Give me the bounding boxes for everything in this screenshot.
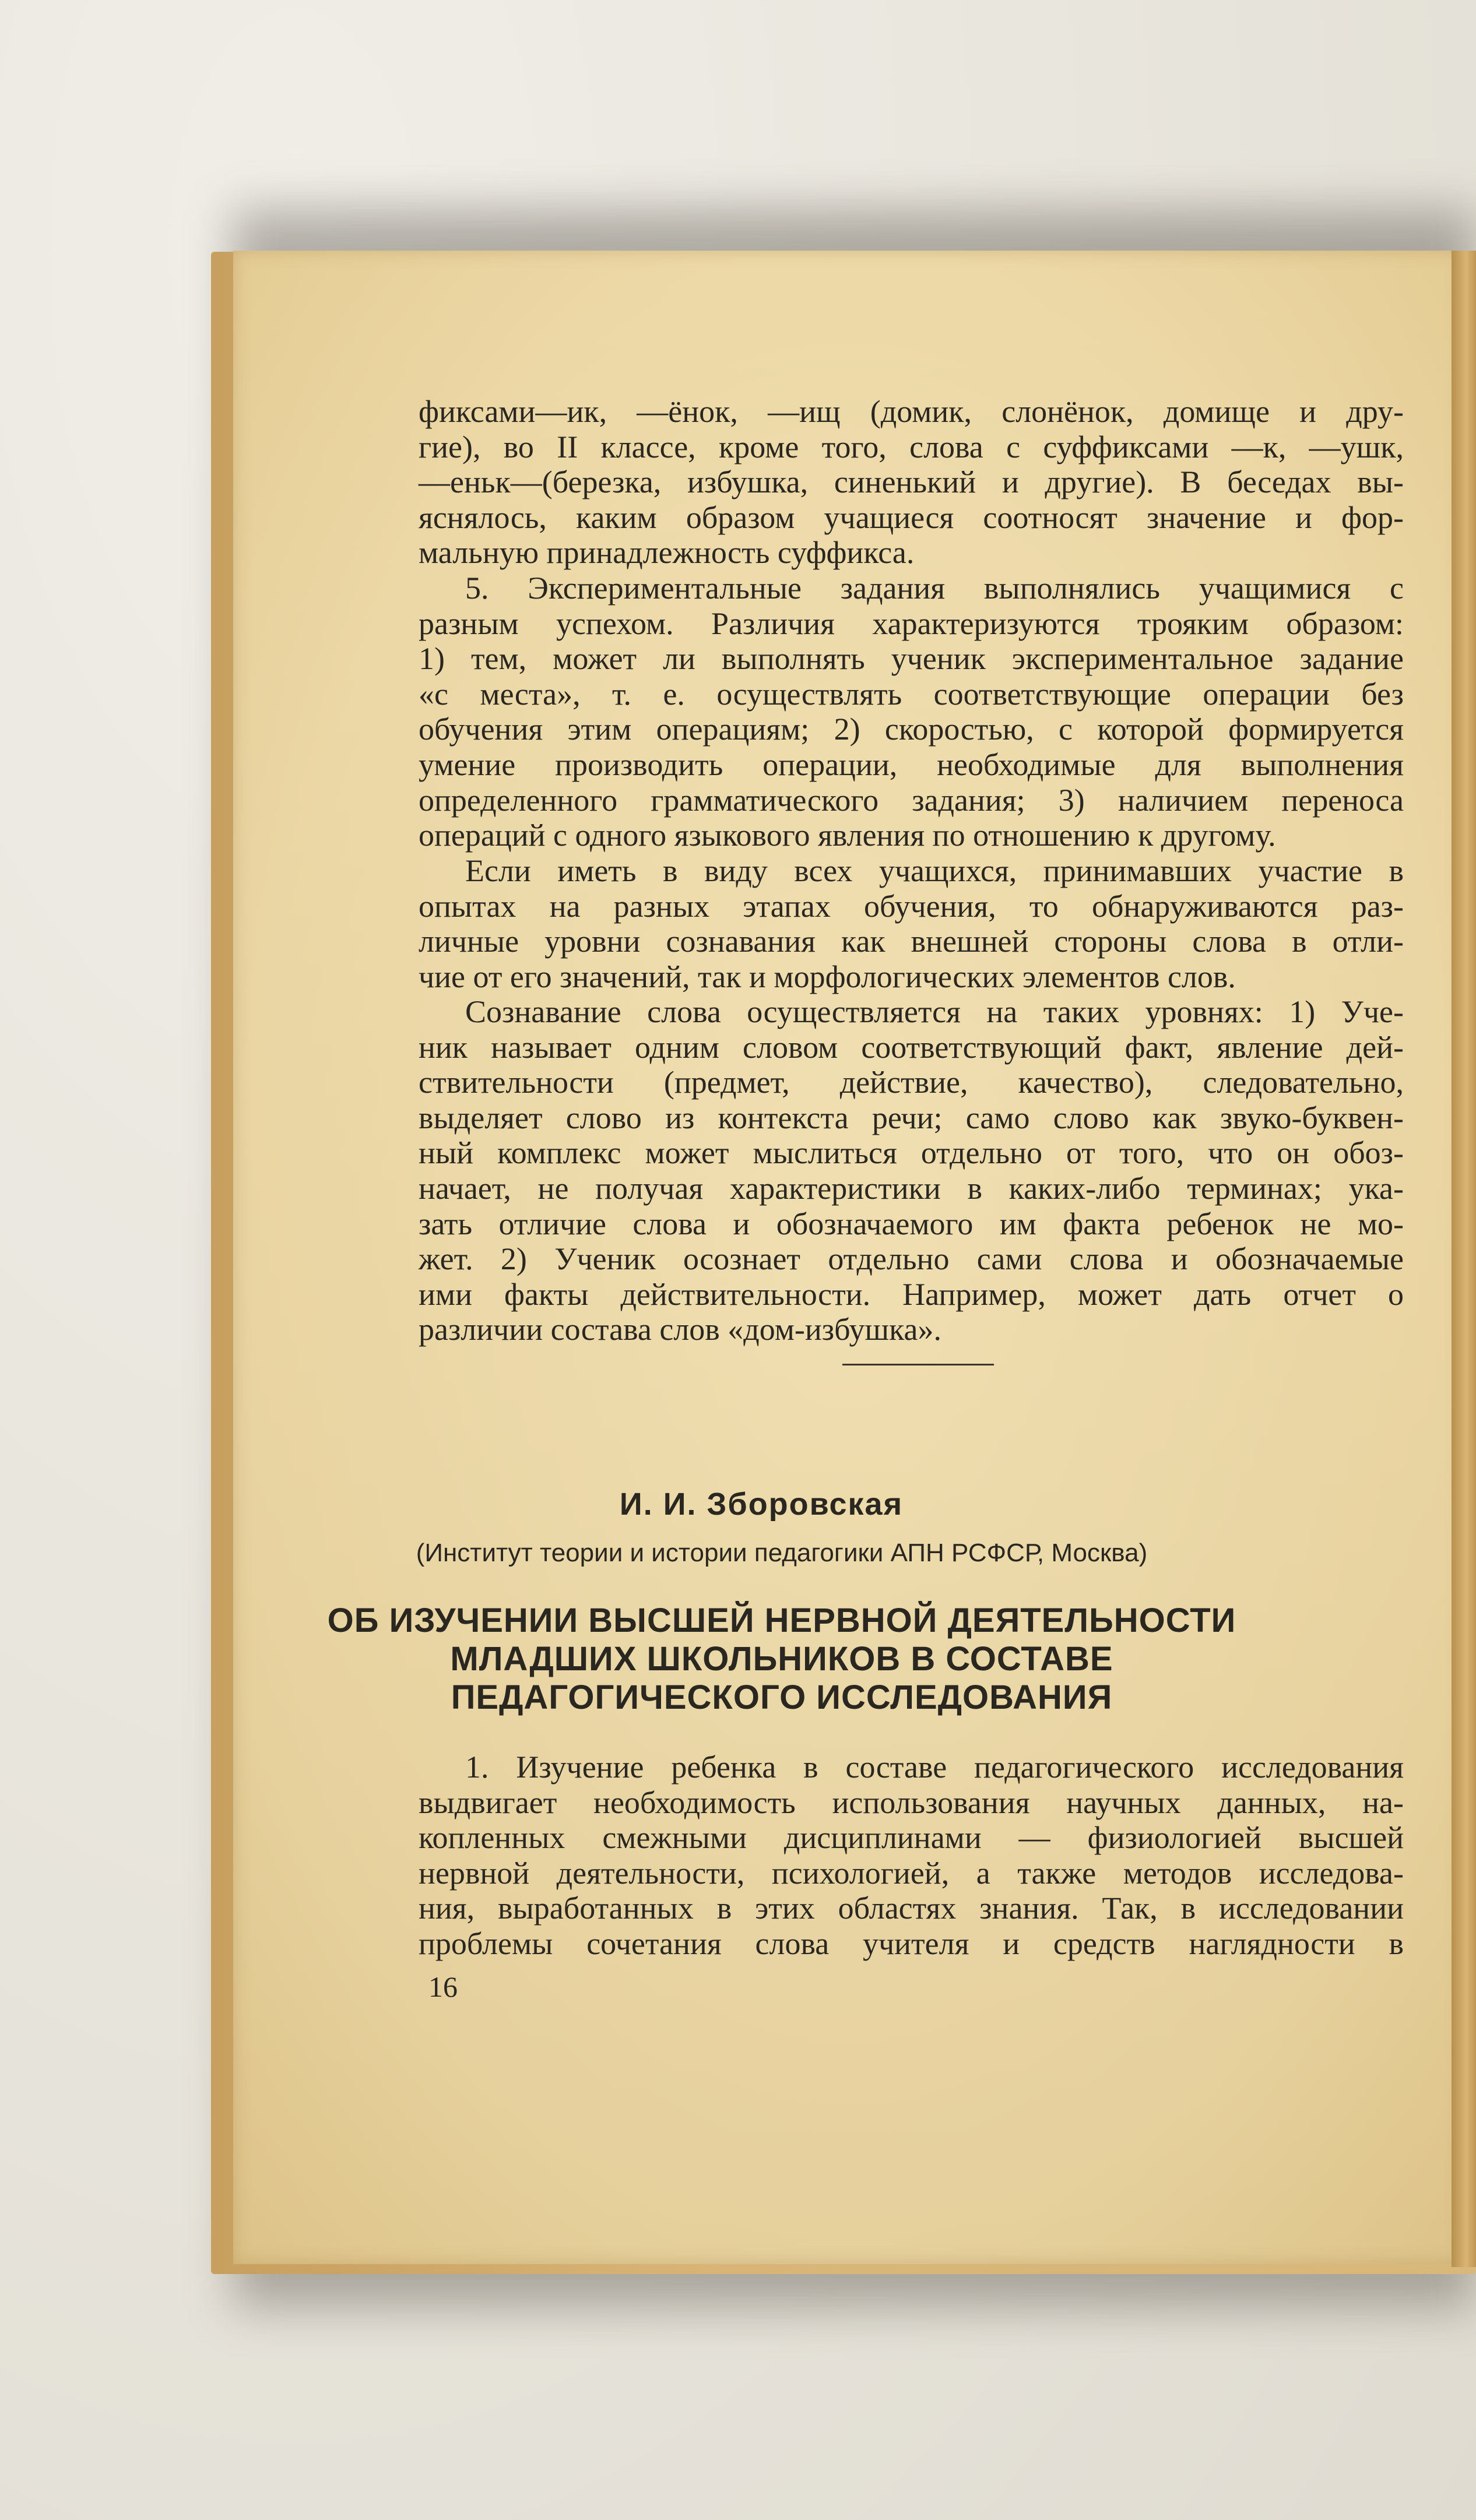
page-edge xyxy=(1452,251,1476,2267)
paragraph-5 xyxy=(419,571,1404,853)
text-line: 1. Изучение ребенка в составе педагогического исследования xyxy=(465,1750,1404,1785)
text-line: фиксами—ик, —ёнок, —ищ (домик, слонёнок, домище и дру- xyxy=(419,394,1404,429)
text-line: определенного грамматического задания; 3) наличием переноса xyxy=(419,782,1404,818)
text-line: опытах на разных этапах обучения, то обнаруживаются раз- xyxy=(419,888,1404,924)
text-line: операций с одного языкового явления по отношению к другому. xyxy=(419,818,1276,853)
text-line: проблемы сочетания слова учителя и средств наглядности в xyxy=(419,1926,1404,1961)
continuation-paragraph xyxy=(419,394,1404,571)
text-line: личные уровни сознавания как внешней стороны слова в отли- xyxy=(419,924,1404,959)
title-line: ПЕДАГОГИЧЕСКОГО ИССЛЕДОВАНИЯ xyxy=(451,1678,1113,1716)
text-line: чие от его значений, так и морфологических элементов слов. xyxy=(419,959,1236,994)
text-line: начает, не получая характеристики в каких-либо терминах; ука- xyxy=(419,1170,1404,1206)
article-author: И. И. Зборовская xyxy=(619,1487,904,1522)
text-line: жет. 2) Ученик осознает отдельно сами слова и обозначаемые xyxy=(419,1241,1404,1277)
text-line: ния, выработанных в этих областях знания. Так, в исследовании xyxy=(419,1891,1404,1926)
text-line: Если иметь в виду всех учащихся, принимавших участие в xyxy=(465,853,1404,888)
text-line: зать отличие слова и обозначаемого им факта ребенок не мо- xyxy=(419,1206,1404,1241)
section-divider xyxy=(842,1364,994,1365)
text-line: мальную принадлежность суффикса. xyxy=(419,535,915,571)
text-line: ник называет одним словом соответствующий факт, явление дей- xyxy=(419,1029,1404,1065)
text-line: выдвигает необходимость использования научных данных, на- xyxy=(419,1785,1404,1820)
article-title xyxy=(0,1602,1476,1717)
text-line: Сознавание слова осуществляется на таких уровнях: 1) Уче- xyxy=(465,994,1404,1029)
text-line: ный комплекс может мыслиться отдельно от того, что он обоз- xyxy=(419,1135,1404,1171)
paragraph-awareness xyxy=(419,994,1404,1347)
article-body xyxy=(419,1750,1404,1962)
title-line: МЛАДШИХ ШКОЛЬНИКОВ В СОСТАВЕ xyxy=(450,1640,1113,1678)
title-line: ОБ ИЗУЧЕНИИ ВЫСШЕЙ НЕРВНОЙ ДЕЯТЕЛЬНОСТИ xyxy=(327,1602,1236,1639)
text-line: разным успехом. Различия характеризуются трояким образом: xyxy=(419,606,1404,641)
text-line: нервной деятельности, психологией, а также методов исследова- xyxy=(419,1855,1404,1891)
text-line: различии состава слов «дом-избушка». xyxy=(419,1312,941,1347)
text-line: гие), во II классе, кроме того, слова с суффиксами —к, —ушк, xyxy=(419,429,1404,464)
text-line: ствительности (предмет, действие, качество), следовательно, xyxy=(419,1065,1404,1100)
text-line: яснялось, каким образом учащиеся соотносят значение и фор- xyxy=(419,499,1404,535)
text-line: обучения этим операциям; 2) скоростью, с которой формируется xyxy=(419,712,1404,747)
page-number: 16 xyxy=(428,1970,458,2003)
text-line: «с места», т. е. осуществлять соответствующие операции без xyxy=(419,676,1404,712)
text-line: умение производить операции, необходимые для выполнения xyxy=(419,747,1404,782)
text-line: копленных смежными дисциплинами — физиологией высшей xyxy=(419,1820,1404,1856)
text-line: 5. Экспериментальные задания выполнялись учащимися с xyxy=(465,571,1404,606)
text-line: выделяет слово из контекста речи; само слово как звуко-буквен- xyxy=(419,1100,1404,1135)
text-line: 1) тем, может ли выполнять ученик экспериментальное задание xyxy=(419,641,1404,677)
paragraph-levels xyxy=(419,853,1404,994)
text-line: —еньк—(березка, избушка, синенький и другие). В беседах вы- xyxy=(419,464,1404,500)
text-line: ими факты действительности. Например, может дать отчет о xyxy=(419,1276,1404,1312)
article-affiliation: (Институт теории и истории педагогики АПН РСФСР, Москва) xyxy=(416,1539,1148,1567)
